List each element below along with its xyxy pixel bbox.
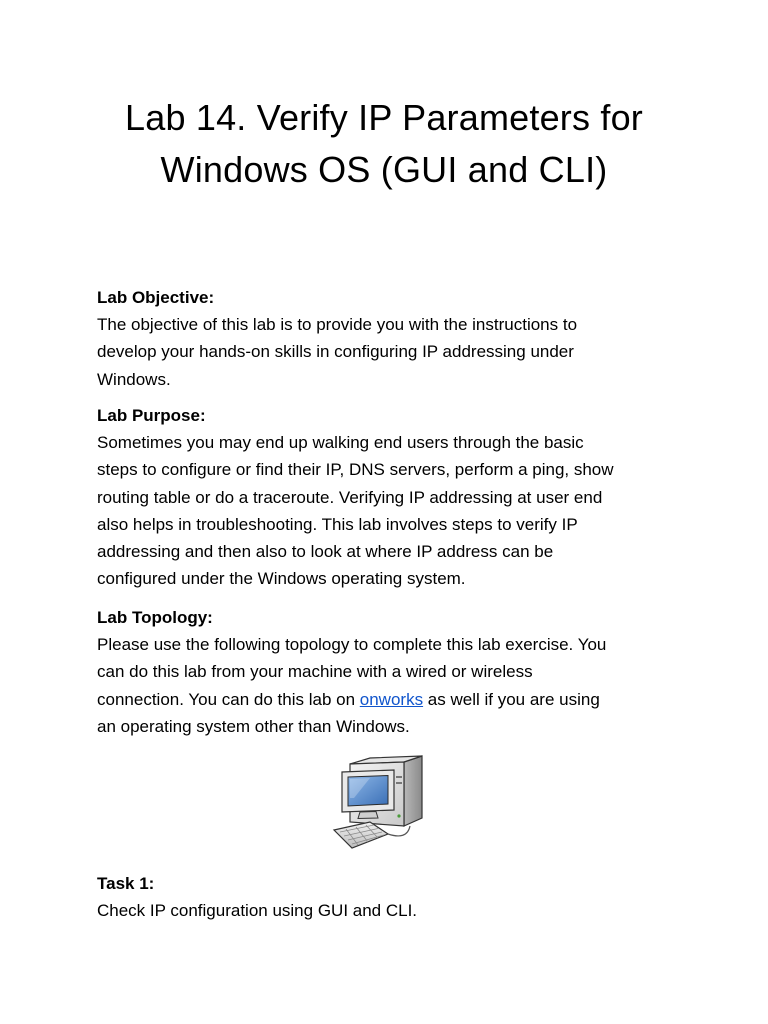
text-line: also helps in troubleshooting. This lab involves steps to verify IP	[97, 514, 578, 534]
text-line: can do this lab from your machine with a wired or wireless	[97, 662, 533, 682]
text-fragment: connection. You can do this lab on	[97, 689, 360, 709]
section-heading: Lab Topology:	[97, 608, 213, 627]
title-line-1: Lab 14. Verify IP Parameters for	[125, 97, 643, 138]
page-title	[40, 92, 728, 196]
section-heading: Task 1:	[97, 874, 155, 893]
text-line: configured under the Windows operating system.	[97, 569, 466, 589]
text-line: Please use the following topology to complete this lab exercise. You	[97, 635, 607, 654]
onworks-link[interactable]: onworks	[359, 689, 424, 709]
section-lab-topology	[97, 604, 697, 740]
section-body	[97, 631, 697, 740]
section-lab-purpose	[97, 402, 697, 593]
text-fragment: as well if you are using	[423, 689, 600, 709]
section-body	[97, 429, 697, 593]
section-body	[97, 311, 697, 393]
section-task-1	[97, 870, 697, 924]
text-line	[97, 690, 600, 709]
section-body	[97, 897, 697, 924]
text-line: steps to configure or find their IP, DNS servers, perform a ping, show	[97, 460, 614, 480]
text-line: routing table or do a traceroute. Verifying IP addressing at user end	[97, 487, 603, 507]
title-line-2: Windows OS (GUI and CLI)	[160, 149, 608, 190]
text-line: an operating system other than Windows.	[97, 716, 410, 736]
text-line: The objective of this lab is to provide you with the instructions to	[97, 315, 578, 334]
text-line: develop your hands-on skills in configuring IP addressing under	[97, 342, 574, 362]
text-line: addressing and then also to look at where IP address can be	[97, 542, 554, 562]
section-lab-objective	[97, 284, 697, 393]
text-line: Sometimes you may end up walking end users through the basic	[97, 433, 584, 452]
text-line: Windows.	[97, 369, 171, 389]
section-heading: Lab Objective:	[97, 288, 215, 307]
section-heading: Lab Purpose:	[97, 406, 206, 425]
text-line: Check IP configuration using GUI and CLI.	[97, 901, 418, 920]
desktop-computer-icon	[330, 752, 438, 852]
